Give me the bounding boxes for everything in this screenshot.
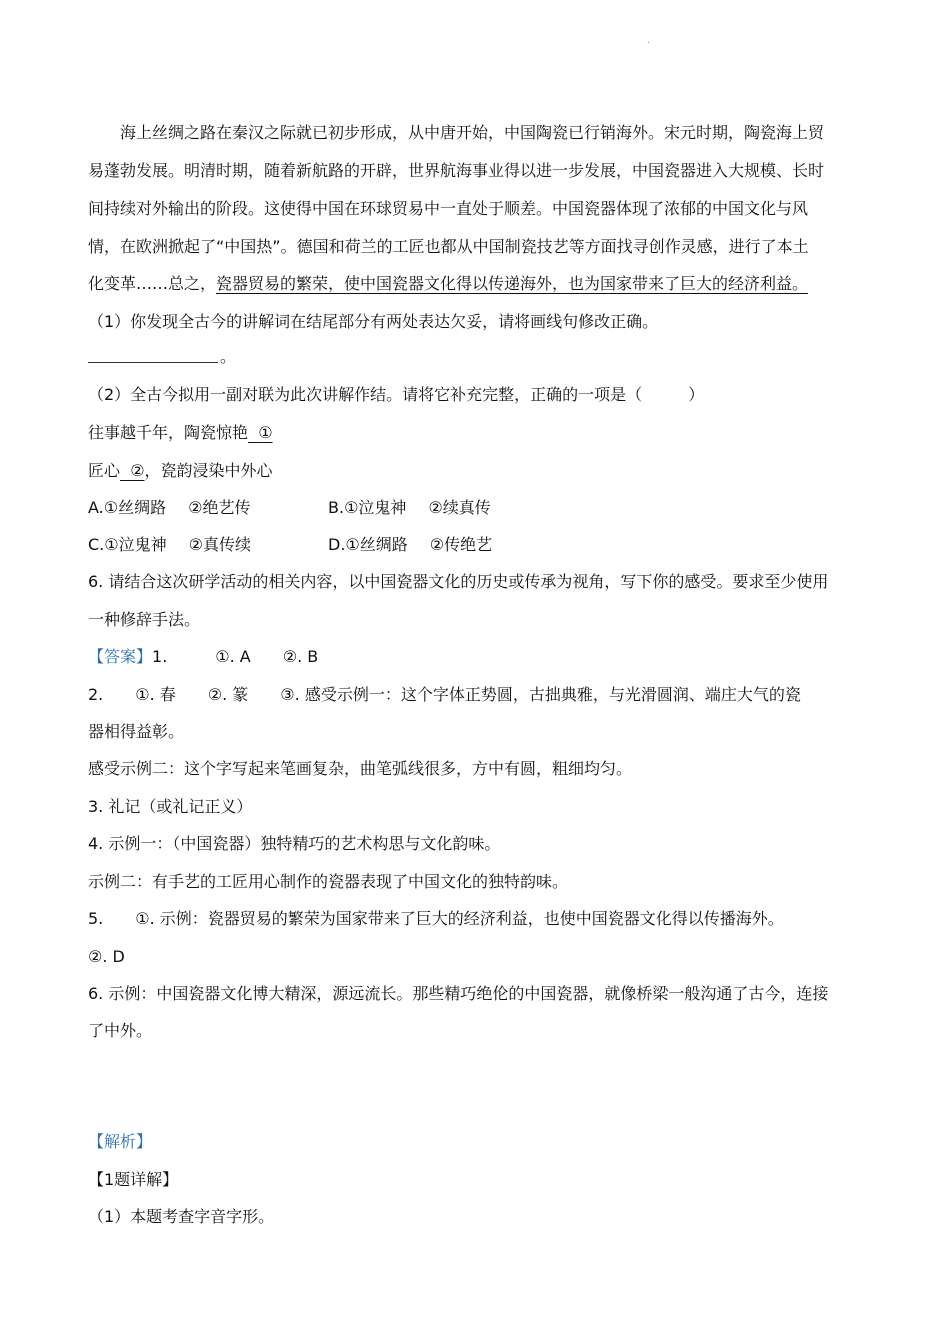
answer-2-line-3: 感受示例二：这个字写起来笔画复杂，曲笔弧线很多，方中有圆，粗细均匀。 (88, 759, 633, 778)
question-1-prompt: （1）你发现全古今的讲解词在结尾部分有两处表达欠妥，请将画线句修改正确。 (88, 312, 659, 331)
blank-1-marker: ① (258, 423, 273, 442)
option-c (88, 534, 251, 556)
option-d (328, 534, 492, 556)
couplet-line-1 (88, 422, 878, 444)
option-a-part1: ①丝绸路 (103, 498, 167, 517)
option-b (328, 497, 491, 519)
answer-blank-line (88, 362, 218, 363)
question-6-line-2: 一种修辞手法。 (88, 610, 201, 629)
answer-1-text: 1. ①. A ②. B (152, 647, 319, 666)
passage-line-2: 易蓬勃发展。明清时期，随着新航路的开辟，世界航海事业得以进一步发展，中国瓷器进入大规模、长时 (88, 161, 825, 180)
passage-last-prefix: 化变革……总之， (88, 274, 217, 293)
answer-6-line-2: 了中外。 (88, 1021, 153, 1040)
option-c-part1: ①泣鬼神 (104, 535, 167, 554)
option-b-part1: ①泣鬼神 (344, 498, 407, 517)
option-d-part1: ①丝绸路 (345, 535, 408, 554)
question-2-close: ） (688, 385, 705, 404)
answer-2-line-2: 器相得益彰。 (88, 722, 185, 741)
option-d-part2: ②传绝艺 (429, 535, 493, 554)
answer-3: 3. 礼记（或礼记正义） (88, 797, 253, 816)
option-a (88, 497, 250, 519)
answer-5-line-2: ②. D (88, 947, 125, 966)
question-2-prompt (88, 384, 878, 406)
header-mark: . (647, 36, 650, 45)
couplet-blank-2 (120, 460, 145, 482)
answer-4-line-2: 示例二：有手艺的工匠用心制作的瓷器表现了中国文化的独特韵味。 (88, 872, 569, 891)
analysis-line-1: （1）本题考查字音字形。 (88, 1207, 275, 1226)
question-2-text: （2）全古今拟用一副对联为此次讲解作结。请将它补充完整，正确的一项是（ (88, 385, 643, 404)
option-b-part2: ②续真传 (428, 498, 491, 517)
option-c-part2: ②真传续 (188, 535, 251, 554)
couplet-2-suffix: ，瓷韵浸染中外心 (144, 461, 273, 480)
option-d-label: D. (328, 535, 346, 554)
option-b-label: B. (328, 498, 345, 517)
underlined-sentence: 瓷器贸易的繁荣，使中国瓷器文化得以传递海外，也为国家带来了巨大的经济利益。 (216, 274, 809, 293)
answer-blank-period: 。 (220, 347, 237, 366)
couplet-blank-1 (248, 422, 273, 444)
answer-4-line-1: 4. 示例一：（中国瓷器）独特精巧的艺术构思与文化韵味。 (88, 834, 501, 853)
option-c-label: C. (88, 535, 105, 554)
blank-2-marker: ② (130, 461, 145, 480)
analysis-tag: 【解析】 (88, 1132, 153, 1151)
passage-line-1: 海上丝绸之路在秦汉之际就已初步形成，从中唐开始，中国陶瓷已行销海外。宋元时期，陶瓷海上贸 (120, 123, 825, 142)
couplet-1-text: 往事越千年，陶瓷惊艳 (88, 423, 249, 442)
passage-line-5 (88, 273, 878, 295)
analysis-heading: 【1题详解】 (88, 1170, 179, 1189)
passage-line-4: 情，在欧洲掀起了“中国热”。德国和荷兰的工匠也都从中国制瓷技艺等方面找寻创作灵感，进行了本土 (88, 237, 809, 256)
couplet-line-2 (88, 460, 878, 482)
answer-5-line-1: 5. ①. 示例：瓷器贸易的繁荣为国家带来了巨大的经济利益，也使中国瓷器文化得以传播海外。 (88, 909, 784, 928)
answer-tag: 【答案】 (88, 647, 153, 666)
couplet-2-text: 匠心 (88, 461, 121, 480)
option-a-label: A. (88, 498, 104, 517)
answer-1 (88, 646, 878, 668)
question-6-line-1: 6. 请结合这次研学活动的相关内容，以中国瓷器文化的历史或传承为视角，写下你的感受。要求至少使用 (88, 572, 829, 591)
answer-6-line-1: 6. 示例：中国瓷器文化博大精深，源远流长。那些精巧绝伦的中国瓷器，就像桥梁一般沟通了古今，连接 (88, 984, 829, 1003)
option-a-part2: ②绝艺传 (188, 498, 251, 517)
answer-2-line-1: 2. ①. 春 ②. 篆 ③. 感受示例一：这个字体正势圆，古拙典雅，与光滑圆润、端庄大气的瓷 (88, 685, 801, 704)
passage-line-3: 间持续对外输出的阶段。这使得中国在环球贸易中一直处于顺差。中国瓷器体现了浓郁的中国文化与风 (88, 199, 809, 218)
